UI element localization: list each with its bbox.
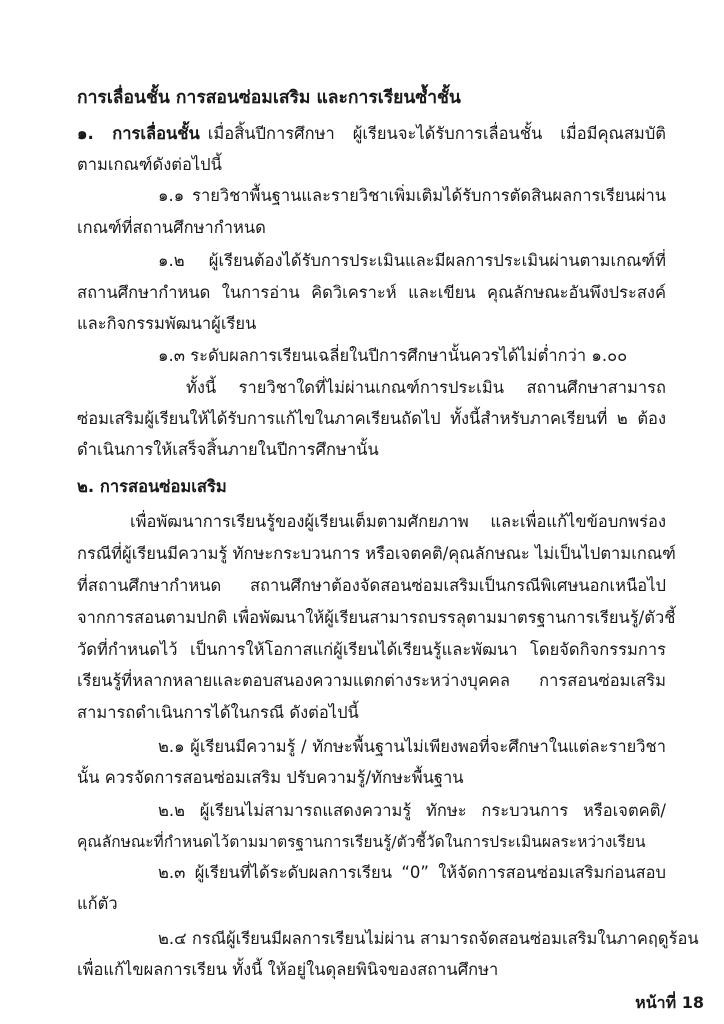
section-2-item-4: ๒.๔ กรณีผู้เรียนมีผลการเรียนไม่ผ่าน สามารถจัดสอนซ่อมเสริมในภาคฤดูร้อน [158,929,699,948]
section-2-item-2: ๒.๒ ผู้เรียนไม่สามารถแสดงความรู้ ทักษะ กระบวนการ หรือเจตคติ/ [158,801,666,820]
section-1-item-1: ๑.๑ รายวิชาพื้นฐานและรายวิชาเพิ่มเติมได้รับการตัดสินผลการเรียนผ่าน [158,186,666,205]
section-1-item-3: ๑.๓ ระดับผลการเรียนเฉลี่ยในปีการศึกษานั้นควรได้ไม่ต่ำกว่า ๑.๐๐ [158,346,628,365]
section-2-item-3: ๒.๓ ผู้เรียนที่ได้ระดับผลการเรียน “0” ให้จัดการสอนซ่อมเสริมก่อนสอบ [158,863,666,882]
section-2-paragraph-line-6: เรียนรู้ที่หลากหลายและตอบสนองความแตกต่างระหว่างบุคคล การสอนซ่อมเสริม [77,671,666,690]
section-1-intro-line [77,122,666,146]
section-2-paragraph-line-4: จากการสอนตามปกติ เพื่อพัฒนาให้ผู้เรียนสามารถบรรลุตามมาตรฐานการเรียนรู้/ตัวชี้ [77,608,676,627]
section-2-item-1-cont: นั้น ควรจัดการสอนซ่อมเสริม ปรับความรู้/ทักษะพื้นฐาน [77,768,464,787]
section-2-item-4-cont: เพื่อแก้ไขผลการเรียน ทั้งนี้ ให้อยู่ในดุลยพินิจของสถานศึกษา [77,960,499,979]
section-2-paragraph-line-5: วัดที่กำหนดไว้ เป็นการให้โอกาสแก่ผู้เรียนได้เรียนรู้และพัฒนา โดยจัดกิจกรรมการ [77,640,666,659]
section-2-item-3-cont: แก้ตัว [77,894,118,913]
section-2-paragraph-line-2: กรณีที่ผู้เรียนมีความรู้ ทักษะกระบวนการ หรือเจตคติ/คุณลักษณะ ไม่เป็นไปตามเกณฑ์ [77,544,676,563]
section-1-note-cont-2: ดำเนินการให้เสร็จสิ้นภายในปีการศึกษานั้น [77,440,379,459]
section-1-item-2-cont-2: และกิจกรรมพัฒนาผู้เรียน [77,314,257,333]
section-2-item-1: ๒.๑ ผู้เรียนมีความรู้ / ทักษะพื้นฐานไม่เพียงพอที่จะศึกษาในแต่ละรายวิชา [158,737,666,756]
section-2-paragraph-line-3: ที่สถานศึกษากำหนด สถานศึกษาต้องจัดสอนซ่อมเสริมเป็นกรณีพิเศษนอกเหนือไป [77,576,666,595]
section-1-intro-line-2: ตามเกณฑ์ดังต่อไปนี้ [77,155,222,174]
section-1-item-2: ๑.๒ ผู้เรียนต้องได้รับการประเมินและมีผลการประเมินผ่านตามเกณฑ์ที่ [158,251,666,270]
section-1-item-1-cont: เกณฑ์ที่สถานศึกษากำหนด [77,218,266,237]
section-1-note-cont: ซ่อมเสริมผู้เรียนให้ได้รับการแก้ไขในภาคเรียนถัดไป ทั้งนี้สำหรับภาคเรียนที่ ๒ ต้อง [77,409,666,428]
page-number: หน้าที่ 18 [635,993,704,1012]
document-title: การเลื่อนชั้น การสอนซ่อมเสริม และการเรียนซ้ำชั้น [77,88,461,108]
section-1-intro-text: เมื่อสิ้นปีการศึกษา ผู้เรียนจะได้รับการเลื่อนชั้น เมื่อมีคุณสมบัติ [207,124,667,143]
section-2-paragraph-line-1: เพื่อพัฒนาการเรียนรู้ของผู้เรียนเต็มตามศักยภาพ และเพื่อแก้ไขข้อบกพร่อง [130,512,666,531]
section-2-heading: ๒. การสอนซ่อมเสริม [77,477,227,496]
section-1-item-2-cont: สถานศึกษากำหนด ในการอ่าน คิดวิเคราะห์ และเขียน คุณลักษณะอันพึงประสงค์ [77,283,666,302]
section-1-note: ทั้งนี้ รายวิชาใดที่ไม่ผ่านเกณฑ์การประเมิน สถานศึกษาสามารถ [186,378,666,397]
section-2-item-2-cont: คุณลักษณะที่กำหนดไว้ตามมาตรฐานการเรียนรู้/ตัวชี้วัดในการประเมินผลระหว่างเรียน [77,833,646,851]
section-2-paragraph-line-7: สามารถดำเนินการได้ในกรณี ดังต่อไปนี้ [77,703,359,722]
section-1-heading: ๑. การเลื่อนชั้น [77,124,200,143]
